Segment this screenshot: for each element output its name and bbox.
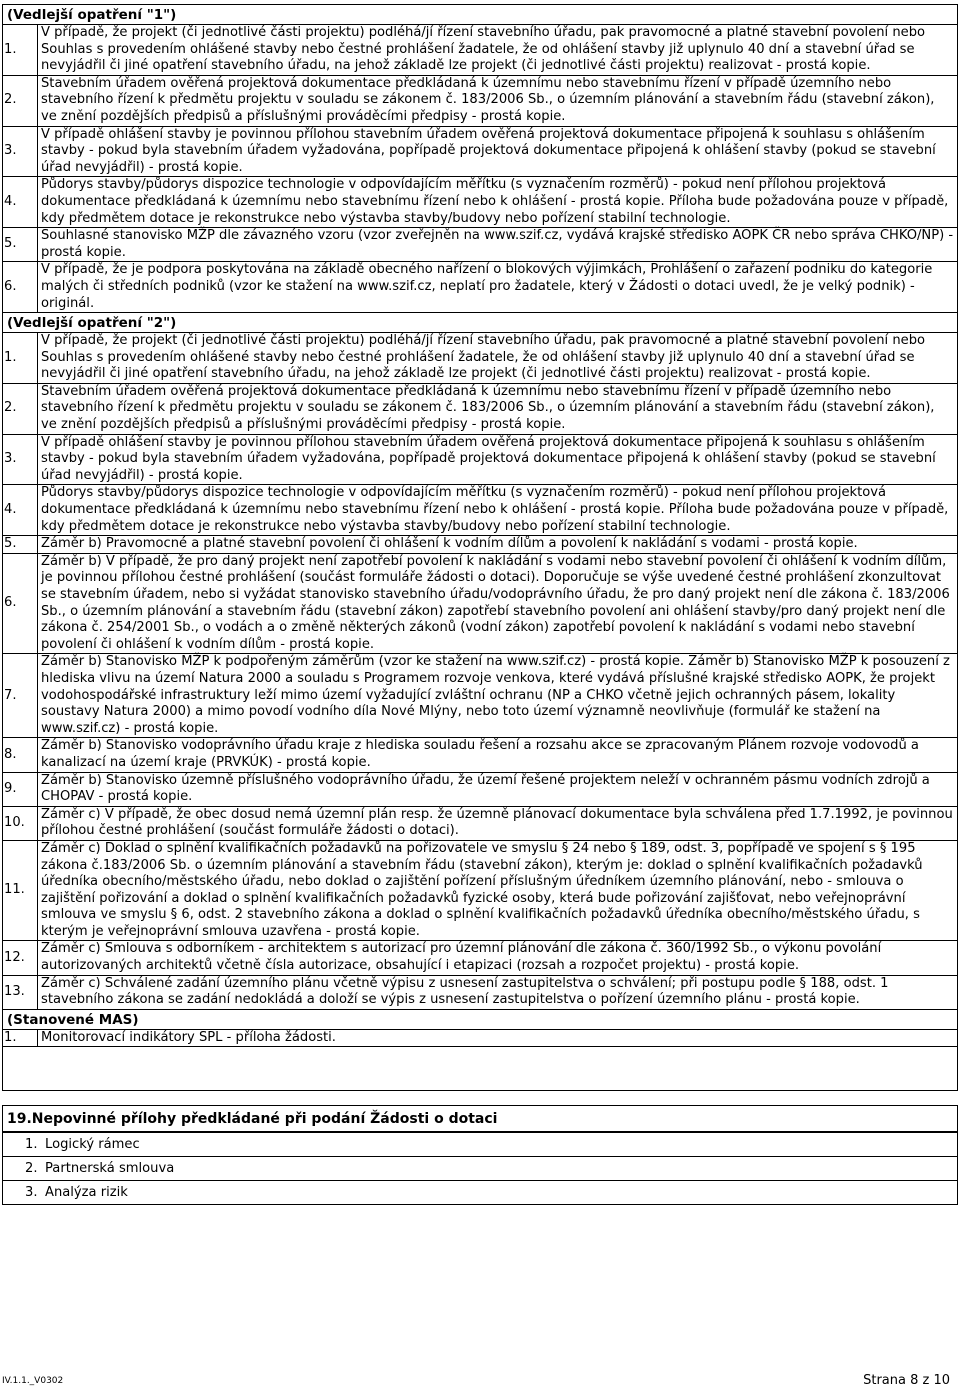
attachment-number: 11. bbox=[3, 840, 38, 941]
optional-attachment-text: Logický rámec bbox=[45, 1137, 140, 1153]
attachment-number: 3. bbox=[3, 434, 38, 485]
attachment-row bbox=[3, 840, 957, 941]
optional-attachment-text: Analýza rizik bbox=[45, 1185, 128, 1201]
attachment-row bbox=[3, 553, 957, 654]
optional-attachment-row bbox=[3, 1181, 957, 1205]
empty-row bbox=[3, 1046, 957, 1090]
attachment-text: V případě, že projekt (či jednotlivé části projektu) podléhá/jí řízení stavebního úřadu, pak pravomocné a platné stavební povolení nebo Souhlas s provedením ohlášené stavby nebo čestné prohlášení žadatele, že od ohlášení stavby již uplynulo 40 dní a stavební úřad se nevyjádřil či jiné opatření stavebního úřadu, na jehož základě lze projekt (či jednotlivé části projektu) realizovat - prostá kopie. bbox=[38, 25, 958, 76]
attachment-number: 6. bbox=[3, 262, 38, 312]
optional-attachments-list bbox=[3, 1132, 957, 1204]
attachment-row bbox=[3, 738, 957, 772]
attachment-text: V případě, že je podpora poskytována na základě obecného nařízení o blokových výjimkách, Prohlášení o zařazení podniku do kategorie malých či středních podniků (vzor ke stažení na www.szif.cz, neplatí pro žadatele, který v Žádosti o dotaci uvedl, že je velký podnik) - originál. bbox=[38, 262, 958, 312]
attachment-row bbox=[3, 485, 957, 536]
attachments-block bbox=[2, 4, 958, 1091]
attachment-row bbox=[3, 806, 957, 840]
optional-attachment-cell bbox=[3, 1181, 957, 1205]
attachment-row bbox=[3, 228, 957, 262]
attachment-text: Záměr c) Doklad o splnění kvalifikačních požadavků na pořizovatele ve smyslu § 24 nebo § 189, odst. 3, popřípadě ve spojení s § 195 zákona č.183/2006 Sb. o územním plánování a stavebním řádu (stavební zákon), kterým je: doklad o splnění kvalifikačních požadavků úředníka obecního/městského úřadu, nebo doklad o zajištění pořízení příslušným úředníkem územního plánování, nebo - smlouva o zajištění pořizování a doklad o splnění kvalifikačních požadavků fyzické osoby, která bude pořizování zajišťovat, nebo veřejnoprávní smlouva ve smyslu § 6, odst. 2 stavebního zákona a doklad o splnění kvalifikačních požadavků úředníka obecního/městského úřadu, s kterým je veřejnoprávní smlouva uzavřena - prostá kopie. bbox=[38, 840, 958, 941]
attachment-number: 1. bbox=[3, 25, 38, 76]
attachment-text: Monitorovací indikátory SPL - příloha žádosti. bbox=[38, 1029, 958, 1046]
optional-attachment-number: 3. bbox=[25, 1185, 38, 1201]
attachment-number: 5. bbox=[3, 228, 38, 262]
optional-attachment-cell bbox=[3, 1133, 957, 1157]
attachment-text: Stavebním úřadem ověřená projektová dokumentace předkládaná k územnímu nebo stavebnímu řízení v případě územního nebo stavebního řízení k předmětu projektu v souladu se zákonem č. 183/2006 Sb., o územním plánování a stavebním řádu (stavební zákon), ve znění pozdějších předpisů a příslušnými prováděcími předpisy - prostá kopie. bbox=[38, 383, 958, 434]
attachment-row bbox=[3, 941, 957, 975]
attachment-text: Záměr b) Stanovisko vodoprávního úřadu kraje z hlediska souladu řešení a rozsahu akce se zpracovaným Plánem rozvoje vodovodů a kanalizací na území kraje (PRVKÚK) - prostá kopie. bbox=[38, 738, 958, 772]
attachment-text: Souhlasné stanovisko MŽP dle závazného vzoru (vzor zveřejněn na www.szif.cz, vydává krajské středisko AOPK ČR nebo správa CHKO/NP) - prostá kopie. bbox=[38, 228, 958, 262]
attachment-number: 2. bbox=[3, 383, 38, 434]
attachment-number: 9. bbox=[3, 772, 38, 806]
section-title: (Vedlejší opatření "1") bbox=[3, 4, 957, 24]
attachment-row bbox=[3, 126, 957, 177]
attachment-number: 12. bbox=[3, 941, 38, 975]
attachment-number: 4. bbox=[3, 485, 38, 536]
attachment-text: Záměr b) Pravomocné a platné stavební povolení či ohlášení k vodním dílům a povolení k nakládání s vodami - prostá kopie. bbox=[38, 536, 958, 554]
optional-attachment-text: Partnerská smlouva bbox=[45, 1161, 175, 1177]
attachment-number: 1. bbox=[3, 1029, 38, 1046]
attachment-row bbox=[3, 333, 957, 384]
attachment-text: Záměr b) V případě, že pro daný projekt není zapotřebí povolení k nakládání s vodami nebo stavební povolení či ohlášení k vodním dílům, je povinnou přílohou čestné prohlášení (součást formuláře žádosti o dotaci). Doporučuje se výše uvedené čestné prohlášení zkonzultovat se stavebním úřadem, nebo si vyžádat stanovisko stavebního úřadu/vodoprávního úřadu, že pro daný projekt není dle zákona č. 183/2006 Sb., o územním plánování a stavebním řádu (stavební zákon) zapotřebí stavebního povolení ani ohlášení stavby/pro daný projekt není dle zákona č. 254/2001 Sb., o vodách a o změně některých zákonů (vodní zákon) zapotřebí povolení k nakládání s vodami nebo stavební povolení či ohlášení k vodním dílům - prostá kopie. bbox=[38, 553, 958, 654]
attachment-text: Stavebním úřadem ověřená projektová dokumentace předkládaná k územnímu nebo stavebnímu řízení v případě územního nebo stavebního řízení k předmětu projektu v souladu se zákonem č. 183/2006 Sb., o územním plánování a stavebním řádu (stavební zákon), ve znění pozdějších předpisů a příslušnými prováděcími předpisy - prostá kopie. bbox=[38, 75, 958, 126]
attachment-text: V případě ohlášení stavby je povinnou přílohou stavebním úřadem ověřená projektová dokumentace připojená k souhlasu s ohlášením stavby - pokud byla stavebním úřadem vyžadována, popřípadě projektová dokumentace připojená k ohlášení stavby (pokud se stavební úřad nevyjádřil) - prostá kopie. bbox=[38, 434, 958, 485]
attachment-number: 13. bbox=[3, 975, 38, 1009]
optional-attachment-row bbox=[3, 1133, 957, 1157]
attachment-list bbox=[3, 24, 957, 312]
attachment-row bbox=[3, 536, 957, 554]
attachment-row bbox=[3, 434, 957, 485]
attachment-number: 7. bbox=[3, 654, 38, 738]
attachment-row bbox=[3, 383, 957, 434]
attachment-text: Záměr c) Schválené zadání územního plánu včetně výpisu z usnesení zastupitelstva o schválení; při postupu podle § 188, odst. 1 stavebního zákona se zadání nedokládá a doloží se výpis z usnesení zastupitelstva o pořízení územního plánu - prostá kopie. bbox=[38, 975, 958, 1009]
section-title: (Vedlejší opatření "2") bbox=[3, 312, 957, 332]
optional-attachment-row bbox=[3, 1157, 957, 1181]
optional-attachments-block bbox=[2, 1105, 958, 1205]
attachment-number: 6. bbox=[3, 553, 38, 654]
attachment-list bbox=[3, 332, 957, 1009]
document bbox=[2, 4, 958, 1205]
attachment-text: V případě, že projekt (či jednotlivé části projektu) podléhá/jí řízení stavebního úřadu, pak pravomocné a platné stavební povolení nebo Souhlas s provedením ohlášené stavby nebo čestné prohlášení žadatele, že od ohlášení stavby již uplynulo 40 dní a stavební úřad se nevyjádřil či jiné opatření stavebního úřadu, na jehož základě lze projekt (či jednotlivé části projektu) realizovat - prostá kopie. bbox=[38, 333, 958, 384]
attachment-number: 5. bbox=[3, 536, 38, 554]
attachment-text: Půdorys stavby/půdorys dispozice technologie v odpovídajícím měřítku (s vyznačením rozměrů) - pokud není přílohou projektová dokumentace předkládaná k územnímu nebo stavebnímu řízení nebo k ohlášení - prostá kopie. Příloha bude požadována pouze v případě, kdy předmětem dotace je rekonstrukce nebo výstavba stavby/budovy nebo pořízení stabilní technologie. bbox=[38, 177, 958, 228]
attachment-number: 8. bbox=[3, 738, 38, 772]
optional-attachment-number: 2. bbox=[25, 1161, 38, 1177]
attachment-text: V případě ohlášení stavby je povinnou přílohou stavebním úřadem ověřená projektová dokumentace připojená k souhlasu s ohlášením stavby - pokud byla stavebním úřadem vyžadována, popřípadě projektová dokumentace připojená k ohlášení stavby (pokud se stavební úřad nevyjádřil) - prostá kopie. bbox=[38, 126, 958, 177]
attachment-text: Půdorys stavby/půdorys dispozice technologie v odpovídajícím měřítku (s vyznačením rozměrů) - pokud není přílohou projektová dokumentace předkládaná k územnímu nebo stavebnímu řízení nebo k ohlášení - prostá kopie. Příloha bude požadována pouze v případě, kdy předmětem dotace je rekonstrukce nebo výstavba stavby/budovy nebo pořízení stabilní technologie. bbox=[38, 485, 958, 536]
attachment-number: 10. bbox=[3, 806, 38, 840]
attachment-row bbox=[3, 772, 957, 806]
attachment-number: 1. bbox=[3, 333, 38, 384]
footer-page-number: Strana 8 z 10 bbox=[863, 1373, 950, 1388]
section-title: (Stanovené MAS) bbox=[3, 1009, 957, 1029]
spacer bbox=[2, 1091, 958, 1105]
section-19-title: 19.Nepovinné přílohy předkládané při podání Žádosti o dotaci bbox=[3, 1106, 957, 1132]
attachment-text: Záměr b) Stanovisko územně příslušného vodoprávního úřadu, že území řešené projektem neleží v ochranném pásmu vodních zdrojů a CHOPAV - prostá kopie. bbox=[38, 772, 958, 806]
attachment-number: 2. bbox=[3, 75, 38, 126]
attachment-list bbox=[3, 1029, 957, 1047]
attachment-number: 3. bbox=[3, 126, 38, 177]
optional-attachment-number: 1. bbox=[25, 1137, 38, 1153]
attachment-text: Záměr c) Smlouva s odborníkem - architektem s autorizací pro územní plánování dle zákona č. 360/1992 Sb., o výkonu povolání autorizovaných architektů včetně čísla autorizace, obsahující i etapizaci (rozsah a rozpočet projektu) - prostá kopie. bbox=[38, 941, 958, 975]
attachment-row bbox=[3, 654, 957, 738]
attachment-text: Záměr c) V případě, že obec dosud nemá územní plán resp. že územně plánovací dokumentace byla schválena před 1.7.1992, je povinnou přílohou čestné prohlášení (součást formuláře žádosti o dotaci). bbox=[38, 806, 958, 840]
footer-doc-code: IV.1.1._V0302 bbox=[2, 1376, 64, 1386]
attachment-row bbox=[3, 1029, 957, 1046]
attachment-row bbox=[3, 975, 957, 1009]
attachment-row bbox=[3, 262, 957, 312]
optional-attachment-cell bbox=[3, 1157, 957, 1181]
attachment-row bbox=[3, 25, 957, 76]
attachment-text: Záměr b) Stanovisko MŽP k podpořeným záměrům (vzor ke stažení na www.szif.cz) - prostá kopie. Záměr b) Stanovisko MŽP k posouzení z hlediska vlivu na území Natura 2000 a souladu s Programem rozvoje venkova, které vydává příslušné krajské středisko AOPK, že projekt vodohospodářské infrastruktury leží mimo území vyžadující zvláštní ochranu (NP a CHKO včetně jejich ochranných pásem, lokality soustavy Natura 2000) a mimo povodí vodního díla Nové Mlýny, nebo toto území významně neovlivňuje (formulář ke stažení na www.szif.cz) - prostá kopie. bbox=[38, 654, 958, 738]
attachment-row bbox=[3, 177, 957, 228]
attachment-row bbox=[3, 75, 957, 126]
attachment-number: 4. bbox=[3, 177, 38, 228]
